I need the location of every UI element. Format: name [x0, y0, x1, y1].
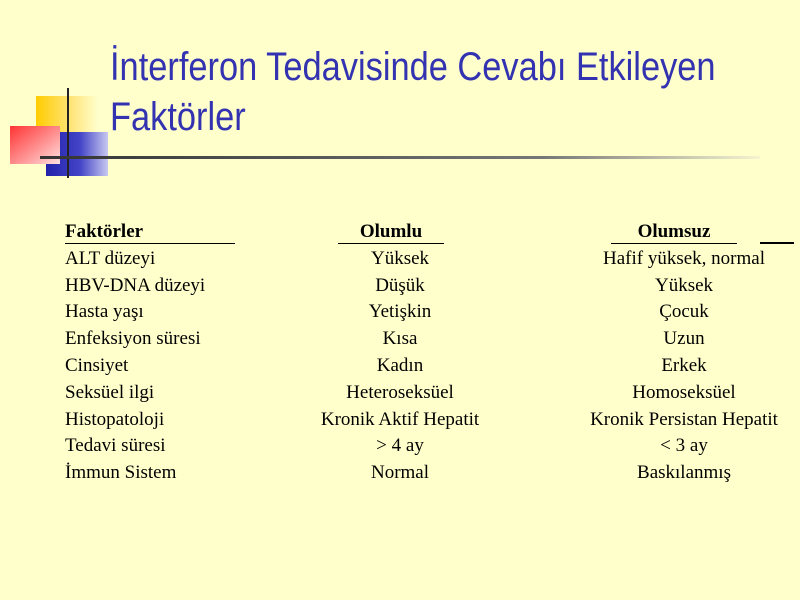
row-factor: Cinsiyet — [65, 354, 129, 376]
row-factor: Histopatoloji — [65, 408, 165, 430]
table-row — [0, 299, 800, 326]
title-underline-rule — [40, 156, 760, 159]
table-row — [0, 353, 800, 380]
row-positive: Heteroseksüel — [346, 381, 454, 403]
slide-title-line-1: İnterferon Tedavisinde Cevabı Etkileyen — [110, 45, 716, 89]
row-negative: Homoseksüel — [632, 381, 736, 403]
row-positive: Normal — [370, 462, 430, 484]
row-positive: > 4 ay — [376, 435, 424, 457]
factors-table — [0, 219, 800, 487]
row-positive: Kadın — [376, 354, 424, 376]
row-negative: Hafif yüksek, normal — [603, 247, 765, 269]
table-row — [0, 246, 800, 273]
decorative-squares-graphic — [0, 0, 120, 190]
table-row — [0, 460, 800, 487]
header-positive: Olumlu — [338, 221, 444, 244]
header-factors: Faktörler — [65, 221, 235, 244]
row-negative: < 3 ay — [660, 435, 708, 457]
row-positive: Yüksek — [370, 247, 430, 269]
row-negative: Çocuk — [659, 301, 709, 323]
table-row — [0, 380, 800, 407]
row-factor: Hasta yaşı — [65, 301, 144, 323]
table-row — [0, 273, 800, 300]
row-factor: HBV-DNA düzeyi — [65, 274, 206, 296]
row-negative: Yüksek — [654, 274, 714, 296]
row-negative: Erkek — [661, 354, 707, 376]
slide-title — [110, 42, 716, 142]
row-positive: Kronik Aktif Hepatit — [320, 408, 480, 430]
row-factor: ALT düzeyi — [65, 247, 156, 269]
row-factor: Enfeksiyon süresi — [65, 328, 201, 350]
table-row — [0, 407, 800, 434]
row-negative: Uzun — [663, 328, 705, 350]
row-factor: Tedavi süresi — [65, 435, 166, 457]
row-positive: Kısa — [382, 328, 418, 350]
row-negative: Baskılanmış — [637, 462, 731, 484]
header-tail-underline — [760, 242, 794, 244]
row-factor: Seksüel ilgi — [65, 381, 155, 403]
header-negative: Olumsuz — [611, 221, 737, 244]
slide-title-line-2: Faktörler — [110, 95, 246, 139]
table-header-row — [0, 219, 800, 246]
table-row — [0, 433, 800, 460]
row-factor: İmmun Sistem — [65, 462, 177, 484]
table-row — [0, 326, 800, 353]
row-positive: Düşük — [375, 274, 425, 296]
row-positive: Yetişkin — [368, 301, 432, 323]
row-negative: Kronik Persistan Hepatit — [590, 408, 778, 430]
